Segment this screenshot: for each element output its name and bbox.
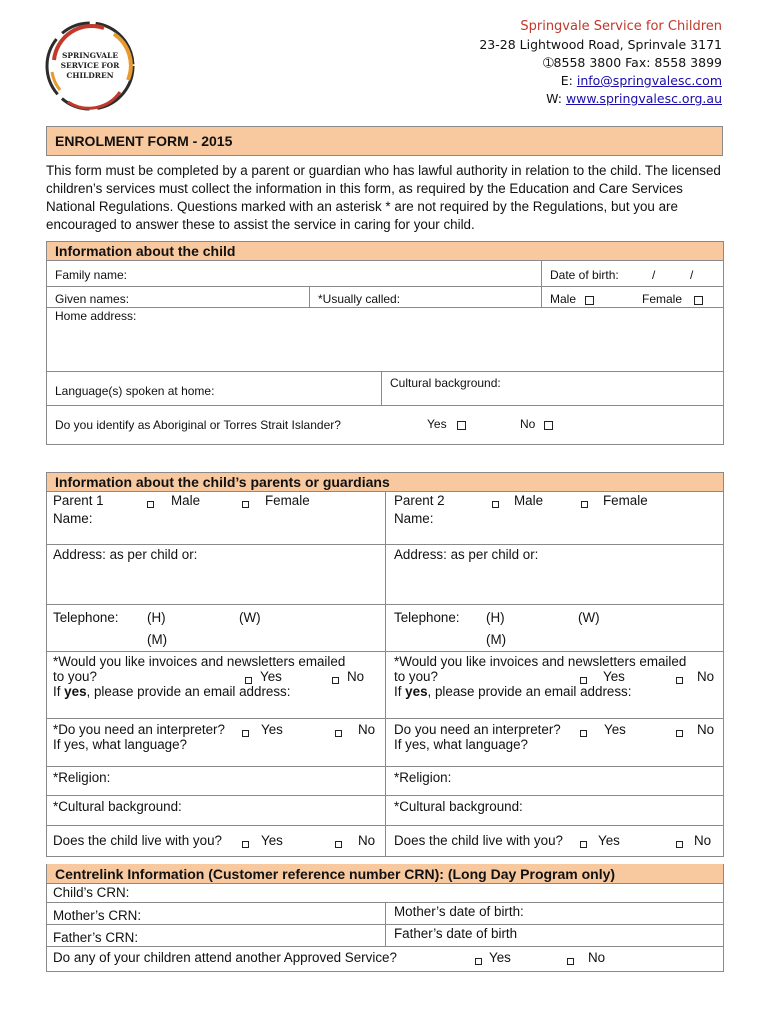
parent-2-interpreter-question: Do you need an interpreter? (394, 722, 561, 737)
parent-2-phone-work[interactable]: (W) (578, 610, 600, 625)
parent-telephone-row (47, 605, 723, 652)
form-title: ENROLMENT FORM - 2015 (46, 126, 723, 156)
parent-2-live-with-yes-checkbox[interactable] (580, 837, 587, 852)
child-male-checkbox[interactable] (585, 293, 594, 308)
parent-1-live-with-question: Does the child live with you? (53, 833, 222, 848)
parent-2-interpreter-language[interactable]: If yes, what language? (394, 737, 528, 752)
parent-2-invoices-cell (385, 652, 723, 718)
centrelink-section (46, 864, 724, 972)
parent-1-address-field[interactable]: Address: as per child or: (53, 547, 198, 562)
other-service-yes-checkbox[interactable] (475, 954, 482, 969)
child-male-label: Male (550, 292, 577, 306)
parent-1-invoices-no-label: No (347, 669, 365, 684)
other-service-no-checkbox[interactable] (567, 954, 574, 969)
dob-slash-1: / (652, 268, 656, 282)
parent-1-invoices-to-you: to you? (53, 669, 97, 684)
parent-1-name-field[interactable]: Name: (53, 511, 93, 526)
parent-2-live-with-no-checkbox[interactable] (676, 837, 683, 852)
parent-2-live-with-no-label: No (694, 833, 712, 848)
mother-dob-field[interactable]: Mother’s date of birth: (394, 904, 524, 919)
parent-2-invoices-question: *Would you like invoices and newsletters emailed (394, 654, 687, 669)
aboriginal-no-label: No (520, 417, 536, 431)
parent-2-name-field[interactable]: Name: (394, 511, 434, 526)
parent-1-invoices-question: *Would you like invoices and newsletters emailed (53, 654, 346, 669)
parent-1-phone-mobile[interactable]: (M) (147, 632, 168, 647)
other-service-row (47, 947, 723, 971)
parent-2-cultural-cell (385, 796, 723, 825)
child-crn-row (47, 884, 723, 903)
phone-icon: ➀ (543, 55, 554, 70)
parent-live-with-row (47, 826, 723, 856)
other-service-question: Do any of your children attend another Approved Service? (53, 950, 397, 965)
child-crn-field[interactable]: Child’s CRN: (53, 885, 130, 900)
child-family-name-row (47, 261, 723, 287)
parent-2-interpreter-cell (385, 719, 723, 766)
parent-2-phone-home[interactable]: (H) (486, 610, 505, 625)
parent-1-live-with-no-checkbox[interactable] (335, 837, 342, 852)
gender-cell (541, 287, 723, 307)
mother-crn-row (47, 903, 723, 925)
parent-2-label: Parent 2 (394, 493, 445, 508)
child-info-heading: Information about the child (47, 242, 723, 261)
father-dob-field[interactable]: Father’s date of birth (394, 926, 518, 941)
parent-1-invoices-yes-label: Yes (260, 669, 282, 684)
cultural-background-field[interactable]: Cultural background: (390, 376, 501, 390)
parent-2-interpreter-yes-label: Yes (604, 722, 626, 737)
other-service-no-label: No (588, 950, 606, 965)
parent-2-interpreter-no-checkbox[interactable] (676, 726, 683, 741)
dob-cell (541, 261, 723, 286)
parent-1-telephone-label: Telephone: (53, 610, 119, 625)
child-female-checkbox[interactable] (694, 293, 703, 308)
parent-invoices-row (47, 652, 723, 719)
parent-2-invoices-no-checkbox[interactable] (676, 673, 683, 688)
parent-1-interpreter-cell (47, 719, 385, 766)
parent-1-male-checkbox[interactable] (147, 497, 154, 512)
dob-slash-2: / (690, 268, 694, 282)
parent-2-cultural-field[interactable]: *Cultural background: (394, 799, 523, 814)
web-link[interactable]: www.springvalesc.org.au (565, 91, 722, 106)
family-name-field[interactable]: Family name: (55, 268, 128, 282)
parent-2-invoices-to-you: to you? (394, 669, 438, 684)
parent-1-live-with-no-label: No (358, 833, 376, 848)
parent-1-religion-field[interactable]: *Religion: (53, 770, 111, 785)
parent-2-live-with-yes-label: Yes (598, 833, 620, 848)
home-address-field[interactable]: Home address: (55, 309, 137, 323)
parent-2-name-cell (385, 492, 723, 544)
org-phone-fax: ➀8558 3800 Fax: 8558 3899 (543, 55, 722, 70)
dob-field[interactable]: Date of birth: (550, 268, 619, 282)
parent-2-telephone-cell (385, 605, 723, 651)
springvale-logo (44, 20, 136, 112)
child-given-names-row (47, 287, 723, 308)
aboriginal-yes-label: Yes (427, 417, 447, 431)
form-intro: This form must be completed by a parent or guardian who has lawful authority in relation to the child. The licensed children’s services must collect the information in this form, as required by the Education and Care Services National Regulations. Questions marked with an asterisk * are not required by the Regulations, but you are encouraged to answer these to assist the service in caring for your child. (46, 163, 721, 232)
parent-2-female-checkbox[interactable] (581, 497, 588, 512)
parent-1-phone-home[interactable]: (H) (147, 610, 166, 625)
parent-2-address-cell (385, 545, 723, 604)
parent-cultural-row (47, 796, 723, 826)
child-female-label: Female (642, 292, 683, 306)
parent-1-interpreter-yes-checkbox[interactable] (242, 726, 249, 741)
father-crn-row (47, 925, 723, 947)
aboriginal-row (47, 406, 723, 444)
parent-1-interpreter-question: *Do you need an interpreter? (53, 722, 225, 737)
parent-2-phone-mobile[interactable]: (M) (486, 632, 507, 647)
usually-called-cell (309, 287, 541, 307)
parent-1-female-label: Female (265, 493, 310, 508)
languages-field[interactable]: Language(s) spoken at home: (55, 384, 215, 398)
parent-2-live-with-cell (385, 826, 723, 856)
parent-address-row (47, 545, 723, 605)
parent-2-religion-cell (385, 767, 723, 795)
parent-2-invoices-yes-label: Yes (603, 669, 625, 684)
parent-1-interpreter-language[interactable]: If yes, what language? (53, 737, 187, 752)
parent-2-religion-field[interactable]: *Religion: (394, 770, 452, 785)
parent-name-row (47, 492, 723, 545)
logo-text-line-1: SPRINGVALE (61, 51, 119, 60)
cultural-cell (381, 372, 723, 405)
father-crn-field[interactable]: Father’s CRN: (53, 930, 139, 945)
org-web: W: www.springvalesc.org.au (546, 91, 722, 106)
letterhead (479, 18, 722, 108)
parent-2-address-field[interactable]: Address: as per child or: (394, 547, 539, 562)
email-link[interactable]: info@springvalesc.com (576, 73, 722, 88)
parent-2-female-label: Female (603, 493, 648, 508)
parent-2-male-label: Male (514, 493, 544, 508)
home-address-row (47, 308, 723, 372)
parent-1-live-with-yes-label: Yes (261, 833, 283, 848)
parent-1-phone-work[interactable]: (W) (239, 610, 261, 625)
parents-heading: Information about the child’s parents or guardians (47, 473, 723, 492)
parent-2-telephone-label: Telephone: (394, 610, 460, 625)
parent-1-name-cell (47, 492, 385, 544)
parent-2-interpreter-no-label: No (697, 722, 715, 737)
child-info-section (46, 241, 724, 445)
org-name: Springvale Service for Children (520, 19, 722, 34)
given-names-field[interactable]: Given names: (55, 292, 130, 306)
father-dob-cell (385, 925, 723, 946)
org-address: 23-28 Lightwood Road, Sprinvale 3171 (479, 37, 722, 52)
parent-2-invoices-no-label: No (697, 669, 715, 684)
parent-interpreter-row (47, 719, 723, 767)
logo-text-line-3: CHILDREN (66, 71, 114, 80)
parent-1-interpreter-yes-label: Yes (261, 722, 283, 737)
parent-1-invoices-cell (47, 652, 385, 718)
mother-dob-cell (385, 903, 723, 924)
parent-1-invoices-no-checkbox[interactable] (332, 673, 339, 688)
parent-1-interpreter-no-checkbox[interactable] (335, 726, 342, 741)
usually-called-field[interactable]: *Usually called: (318, 292, 401, 306)
parent-1-interpreter-no-label: No (358, 722, 376, 737)
aboriginal-no-checkbox[interactable] (544, 418, 553, 433)
parent-2-live-with-question: Does the child live with you? (394, 833, 563, 848)
parent-2-interpreter-yes-checkbox[interactable] (580, 726, 587, 741)
centrelink-heading: Centrelink Information (Customer reference number CRN): (Long Day Program only) (47, 864, 723, 884)
parent-religion-row (47, 767, 723, 796)
parent-1-label: Parent 1 (53, 493, 104, 508)
parent-1-live-with-yes-checkbox[interactable] (242, 837, 249, 852)
aboriginal-yes-checkbox[interactable] (457, 418, 466, 433)
org-email: E: info@springvalesc.com (560, 73, 722, 88)
parent-2-email-instruction[interactable]: If yes, please provide an email address: (394, 684, 632, 699)
logo-text-line-2: SERVICE FOR (60, 61, 120, 70)
parent-1-email-instruction[interactable]: If yes, please provide an email address: (53, 684, 291, 699)
parent-1-cultural-field[interactable]: *Cultural background: (53, 799, 182, 814)
parent-2-male-checkbox[interactable] (492, 497, 499, 512)
parents-section (46, 472, 724, 857)
mother-crn-field[interactable]: Mother’s CRN: (53, 908, 142, 923)
parent-1-female-checkbox[interactable] (242, 497, 249, 512)
other-service-yes-label: Yes (489, 950, 511, 965)
parent-1-male-label: Male (171, 493, 201, 508)
aboriginal-question: Do you identify as Aboriginal or Torres Strait Islander? (55, 418, 341, 432)
language-row (47, 372, 723, 406)
